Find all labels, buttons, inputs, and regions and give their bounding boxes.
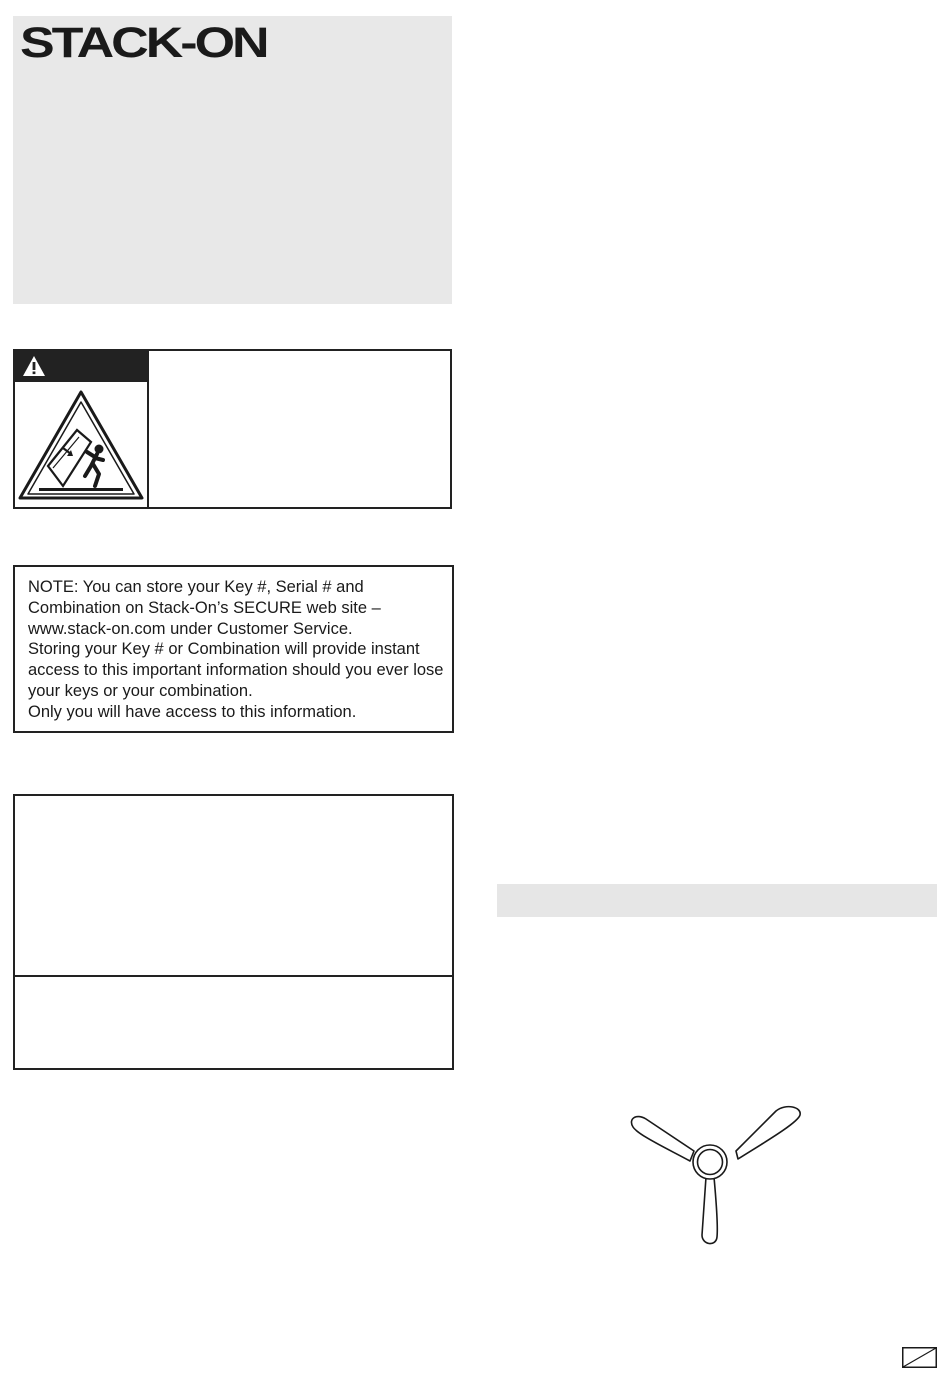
warning-header-bar [15,351,147,382]
brand-logo [20,19,290,68]
three-spoke-handle-icon [620,1095,810,1255]
diagonal-box-icon [902,1347,937,1368]
warning-triangle-icon [22,355,46,377]
warning-box [13,349,452,509]
page-corner-mark [902,1347,937,1368]
record-info-divider [15,975,452,977]
note-text [28,577,448,723]
tip-over-hazard-icon [15,382,147,507]
handle-illustration [620,1095,810,1255]
note-paragraph-3: Only you will have access to this information. [28,702,357,721]
record-info-box [13,794,454,1070]
note-box [13,565,454,733]
tip-over-warning-symbol [15,382,147,507]
note-paragraph-1: NOTE: You can store your Key #, Serial # and Combination on Stack-On’s SECURE web site – www.stack-on.com under Customer Service. [28,578,381,638]
note-paragraph-2: Storing your Key # or Combination will provide instant access to this important information should you ever lose your keys or your combination. [28,640,444,700]
section-header-bar [497,884,937,917]
brand-logo-text: STACK-ON [20,19,267,67]
warning-divider [147,351,149,507]
